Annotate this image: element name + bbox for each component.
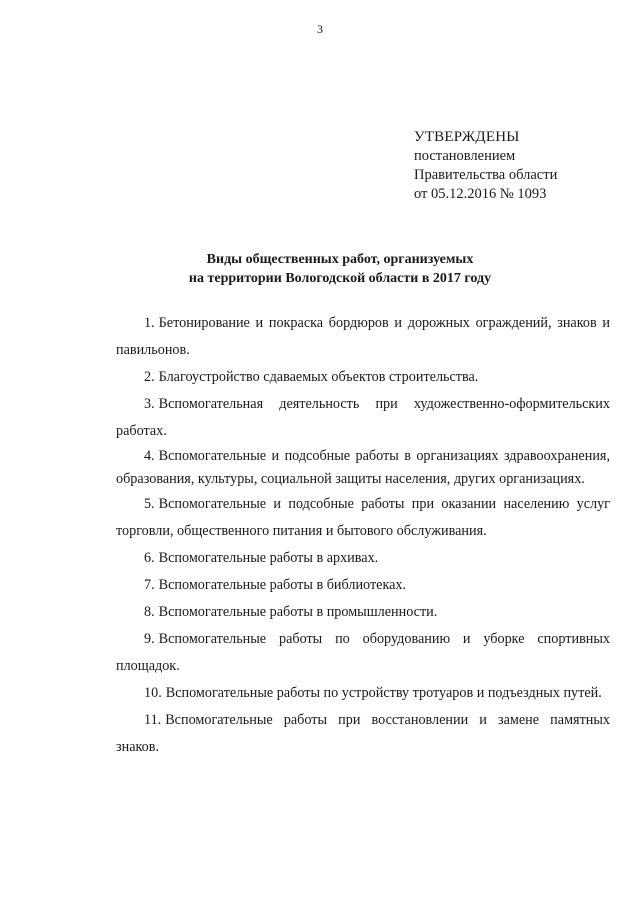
list-item-number: 10. xyxy=(144,685,162,701)
list-item xyxy=(116,707,610,761)
list-item xyxy=(116,491,610,545)
document-title xyxy=(90,250,590,288)
list-item-number: 1. xyxy=(144,315,155,331)
list-item-number: 5. xyxy=(144,496,155,512)
list-item xyxy=(116,626,610,680)
list-item xyxy=(116,310,610,364)
list-item-text: Вспомогательные работы в библиотеках. xyxy=(158,577,407,593)
list-item-text: Благоустройство сдаваемых объектов строительства. xyxy=(158,369,479,385)
list-item-text: Бетонирование и покраска бордюров и дорожных ограждений, знаков и павильонов. xyxy=(116,315,610,358)
approval-line-1: постановлением xyxy=(414,148,516,164)
list-item-number: 7. xyxy=(144,577,155,593)
document-title-line-2: на территории Вологодской области в 2017 году xyxy=(188,271,492,286)
list-item xyxy=(116,545,610,572)
list-item-text: Вспомогательная деятельность при художественно-оформительских работах. xyxy=(116,396,610,439)
list-item xyxy=(116,391,610,445)
document-title-line-1: Виды общественных работ, организуемых xyxy=(206,252,474,267)
list-item-text: Вспомогательные работы по устройству тротуаров и подъездных путей. xyxy=(165,685,602,701)
list-item-text: Вспомогательные работы по оборудованию и уборке спортивных площадок. xyxy=(116,631,610,674)
list-item-number: 11. xyxy=(144,712,162,728)
list-item-number: 8. xyxy=(144,604,155,620)
list-item-text: Вспомогательные работы в архивах. xyxy=(158,550,379,566)
approval-title: УТВЕРЖДЕНЫ xyxy=(414,129,520,145)
list-item-number: 9. xyxy=(144,631,155,647)
approval-block xyxy=(414,128,614,204)
approval-line-2: Правительства области xyxy=(414,167,558,183)
list-item-number: 3. xyxy=(144,396,155,412)
list-item-text: Вспомогательные работы при восстановлении и замене памятных знаков. xyxy=(116,712,610,755)
list-item xyxy=(116,445,610,491)
approval-line-3: от 05.12.2016 № 1093 xyxy=(414,186,547,202)
list-item-text: Вспомогательные работы в промышленности. xyxy=(158,604,438,620)
list-item xyxy=(116,599,610,626)
list-item-number: 2. xyxy=(144,369,155,385)
work-types-list xyxy=(116,310,610,761)
list-item xyxy=(116,680,610,707)
list-item-number: 4. xyxy=(144,448,155,464)
list-item-text: Вспомогательные и подсобные работы при оказании населению услуг торговли, общественного питания и бытового обслуживания. xyxy=(116,496,610,539)
list-item xyxy=(116,364,610,391)
list-item-number: 6. xyxy=(144,550,155,566)
list-item xyxy=(116,572,610,599)
list-item-text: Вспомогательные и подсобные работы в организациях здравоохранения, образования, культуры, социальной защиты населения, других организациях. xyxy=(116,448,610,487)
page-number: 3 xyxy=(317,22,323,36)
